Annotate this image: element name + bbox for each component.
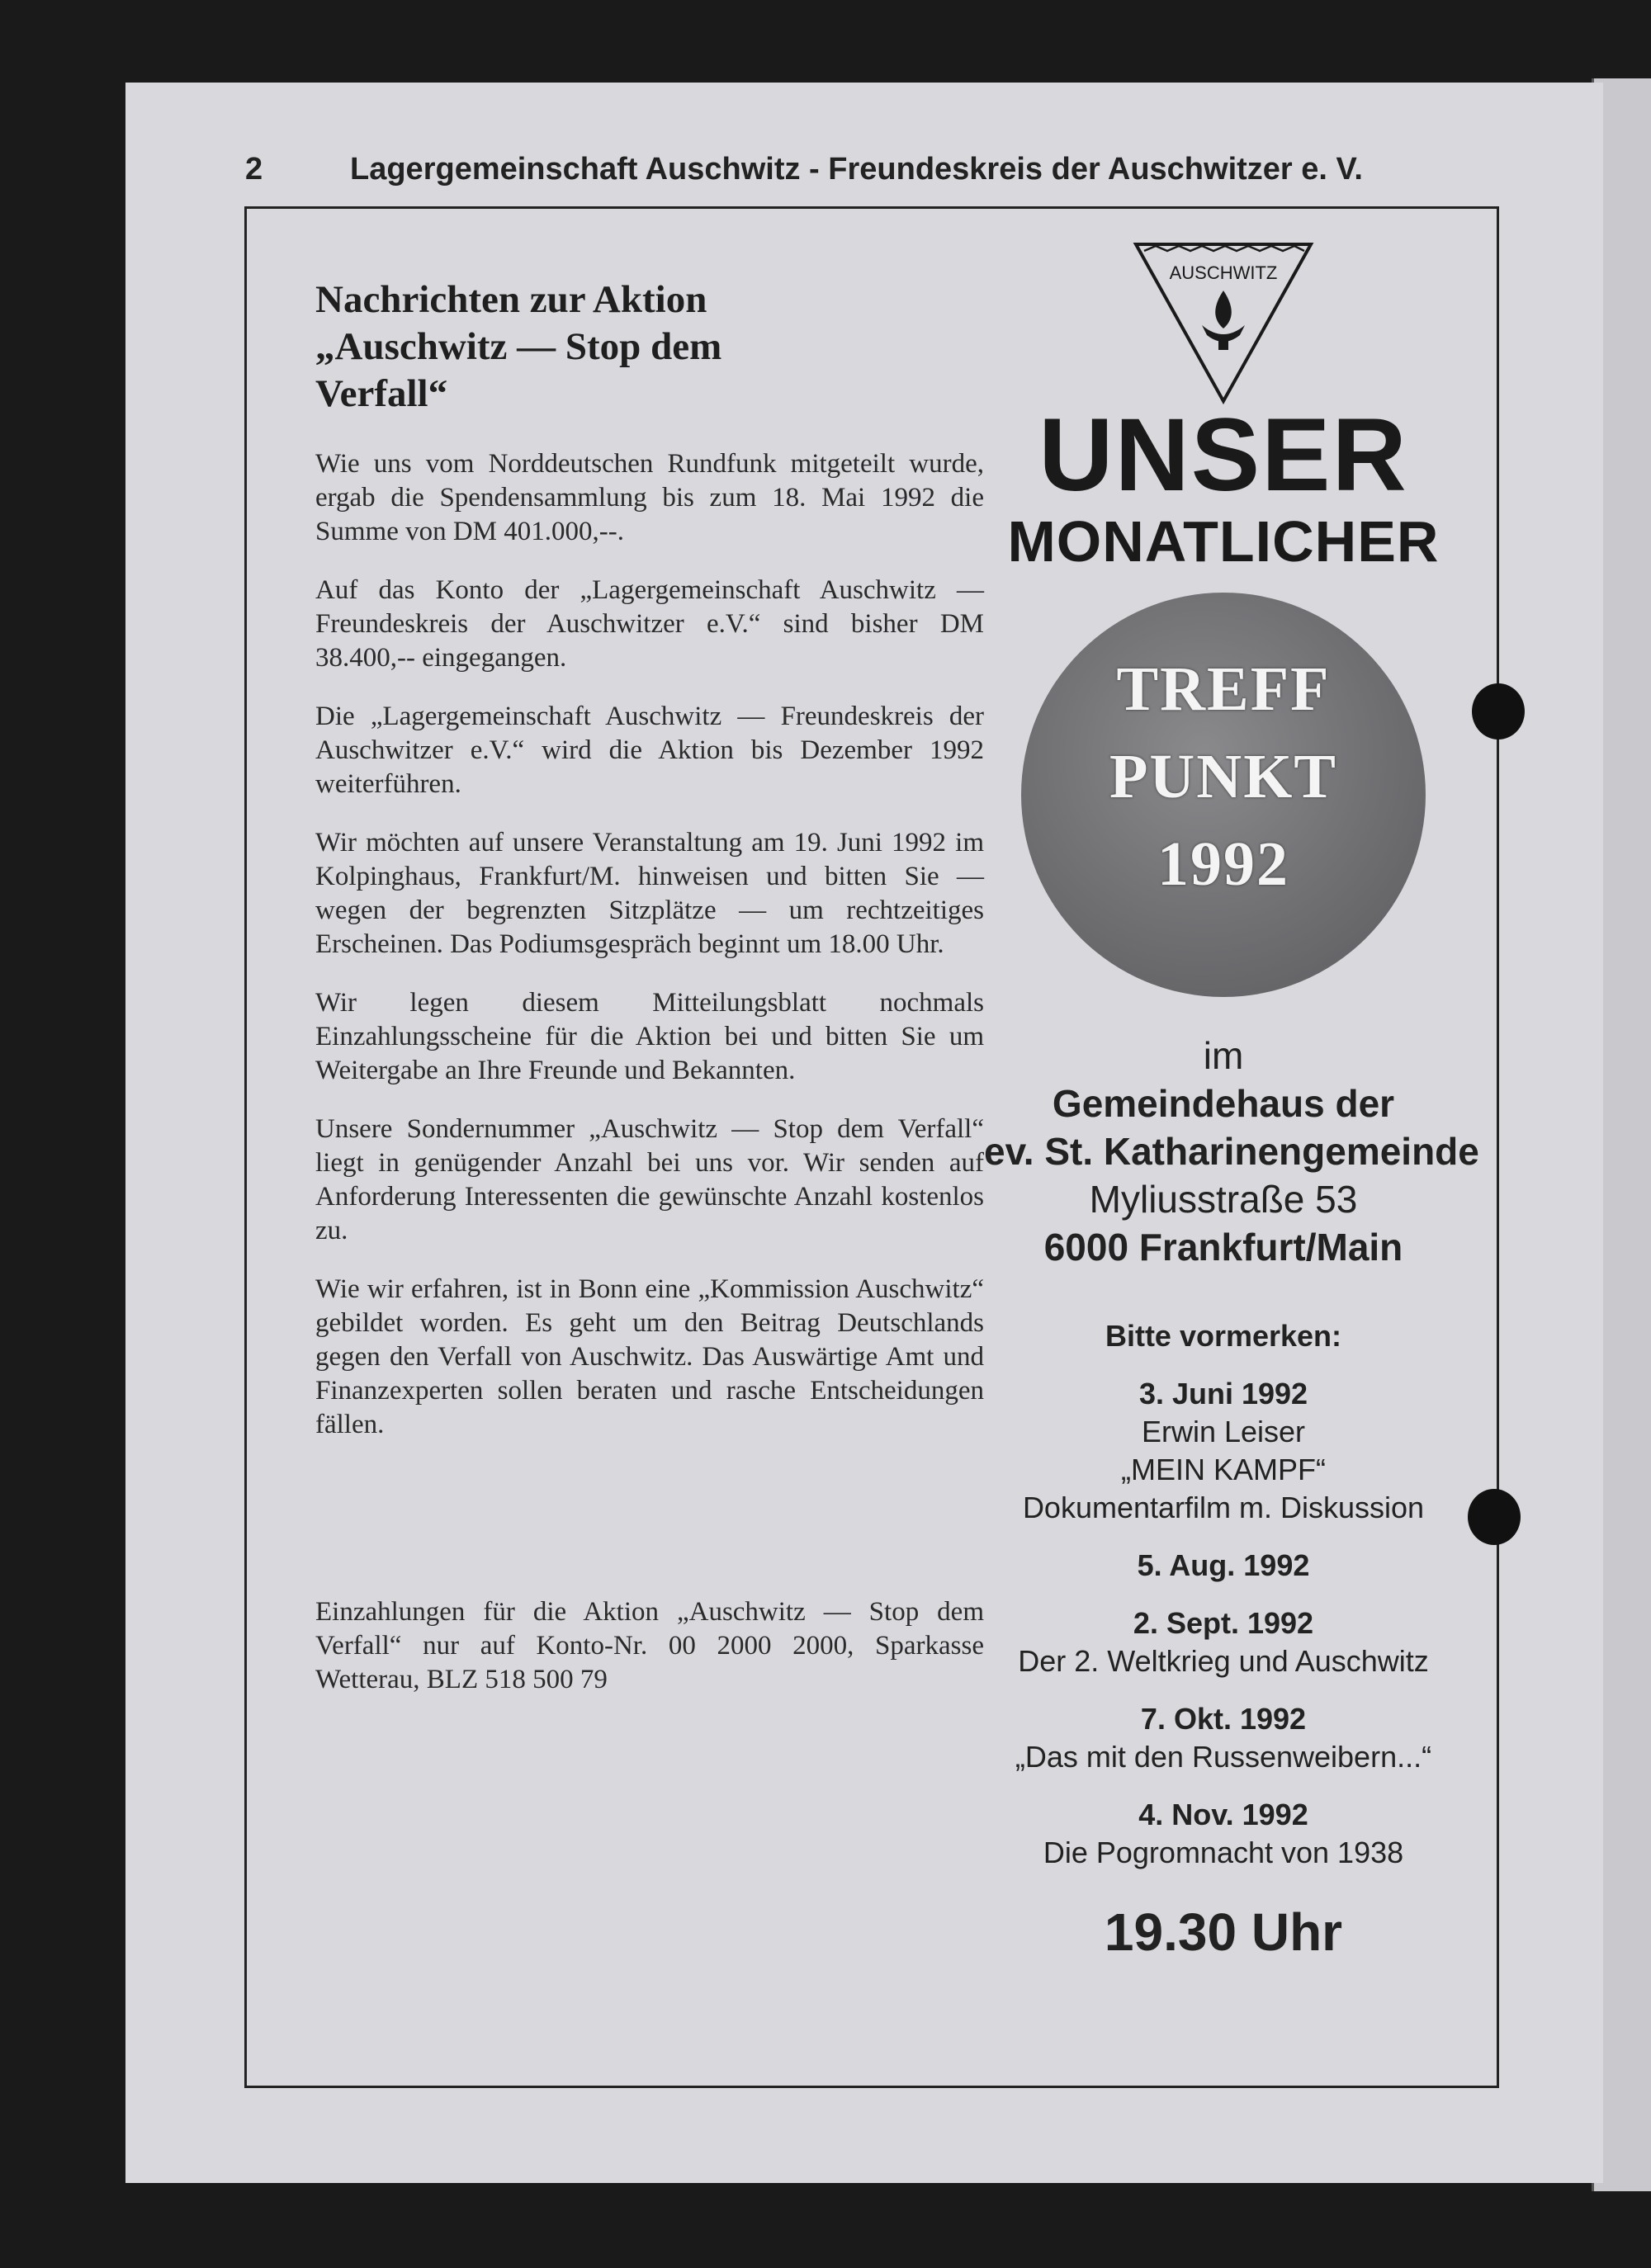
headline-unser: UNSER [1038,398,1408,513]
save-the-date-heading: Bitte vormerken: [1105,1319,1342,1353]
article-paragraph: Unsere Sondernummer „Auschwitz — Stop dem Verfall“ liegt in genügender Anzahl bei uns vor. Wir senden auf Anforderung Interessenten die gewünschte Anzahl kostenlos zu. [315,1114,984,1245]
event-line: „Das mit den Russenweibern...“ [1015,1740,1432,1774]
venue-name: Gemeindehaus der [1052,1082,1395,1125]
event-date: 2. Sept. 1992 [1133,1606,1314,1640]
document-page [125,83,1603,2183]
event-line: Erwin Leiser [1141,1415,1306,1448]
event-item [984,1700,1463,1776]
event-line: Dokumentarfilm m. Diskussion [1022,1491,1425,1524]
page-number: 2 [245,152,263,187]
punch-hole [1468,1489,1521,1545]
logo-text: AUSCHWITZ [1169,262,1278,283]
event-line: Der 2. Weltkrieg und Auschwitz [1018,1644,1429,1678]
article-paragraph: Wir legen diesem Mitteilungsblatt nochmals Einzahlungsscheine für die Aktion bei und bitten Sie um Weitergabe an Ihre Freunde und Bekannten. [315,988,984,1085]
headline-monatlicher: MONATLICHER [1007,509,1440,574]
donation-account-note: Einzahlungen für die Aktion „Auschwitz — Stop dem Verfall“ nur auf Konto-Nr. 00 2000 2000, Sparkasse Wetterau, BLZ 518 500 79 [315,1597,984,1694]
treffpunkt-circle [1021,593,1426,997]
venue-parish: ev. St. Katharinengemeinde [984,1130,1479,1173]
announcement-column [984,239,1479,1963]
article-title-line: Verfall“ [315,372,448,415]
event-date: 3. Juni 1992 [1138,1377,1308,1410]
venue-block [984,1032,1479,1271]
event-item [984,1796,1463,1872]
article-paragraph: Wie uns vom Norddeutschen Rundfunk mitgeteilt wurde, ergab die Spendensammlung bis zum 18. Mai 1992 die Summe von DM 401.000,--. [315,449,984,546]
event-line: Die Pogromnacht von 1938 [1043,1836,1404,1869]
venue-im: im [1203,1034,1244,1077]
event-item [984,1547,1463,1585]
header-title: Lagergemeinschaft Auschwitz - Freundeskreis der Auschwitzer e. V. [350,152,1363,187]
punch-hole [1472,683,1525,739]
event-time: 19.30 Uhr [1104,1902,1343,1962]
venue-street: Myliusstraße 53 [1089,1178,1358,1221]
event-date: 5. Aug. 1992 [1137,1548,1310,1582]
circle-line: TREFF [1116,654,1331,724]
article-paragraph: Die „Lagergemeinschaft Auschwitz — Freundeskreis der Auschwitzer e.V.“ wird die Aktion bis Dezember 1992 weiterführen. [315,702,984,799]
article-title-line: Nachrichten zur Aktion [315,278,707,321]
circle-line: 1992 [1157,829,1289,899]
auschwitz-triangle-logo-icon [1133,239,1314,404]
article-paragraph: Auf das Konto der „Lagergemeinschaft Auschwitz — Freundeskreis der Auschwitzer e.V.“ sind bisher DM 38.400,-- eingegangen. [315,575,984,673]
event-line: „MEIN KAMPF“ [1121,1453,1326,1486]
event-date: 7. Okt. 1992 [1140,1702,1307,1736]
venue-city: 6000 Frankfurt/Main [1043,1226,1403,1269]
event-item [984,1604,1463,1680]
article-paragraph: Wie wir erfahren, ist in Bonn eine „Kommission Auschwitz“ gebildet worden. Es geht um den Beitrag Deutschlands gegen den Verfall von Auschwitz. Das Auswärtige Amt und Finanzexperten sollen beraten und rasche Entscheidungen fällen. [315,1274,984,1439]
page-header [125,152,1603,193]
event-date: 4. Nov. 1992 [1138,1798,1308,1831]
article-title [315,276,984,418]
article-title-line: „Auschwitz — Stop dem [315,325,722,368]
circle-line: PUNKT [1109,742,1337,811]
event-item [984,1375,1463,1527]
article-column [315,276,984,1722]
article-paragraph: Wir möchten auf unsere Veranstaltung am 19. Juni 1992 im Kolpinghaus, Frankfurt/M. hinweisen und bitten Sie — wegen der begrenzten Sitzplätze — um rechtzeitiges Erscheinen. Das Podiumsgespräch beginnt um 18.00 Uhr. [315,828,984,959]
